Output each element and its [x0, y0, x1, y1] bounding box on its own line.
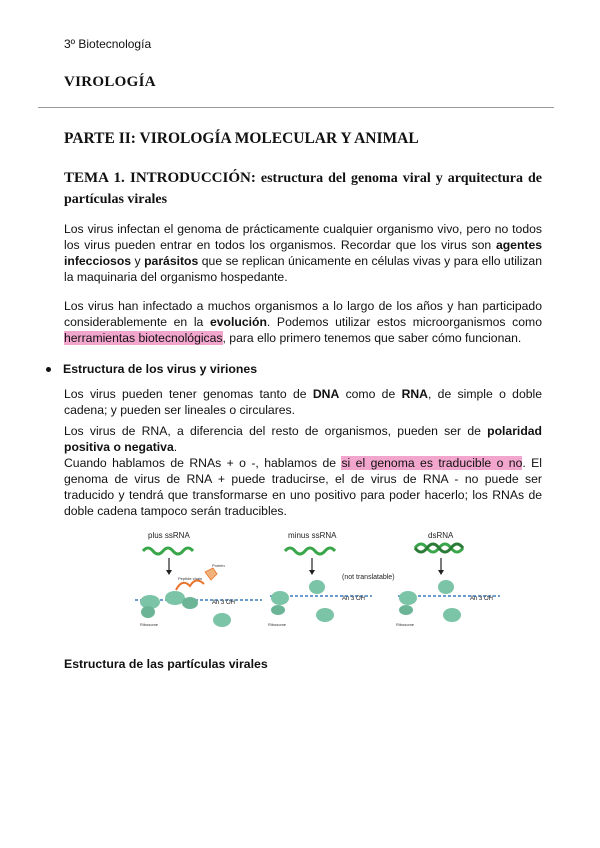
text-run: . — [173, 440, 178, 454]
text-run: Cuando hablamos de RNAs + o -, hablamos de — [64, 456, 342, 470]
label-not-translatable: (not translatable) — [342, 574, 395, 581]
text-run: , para ello primero tenemos que saber cómo funcionan. — [222, 331, 522, 345]
bold-term-dna: DNA — [312, 387, 340, 401]
text-run: Los virus han infectado a muchos organismos a lo largo de los años y han participado considerablemente en la — [64, 299, 542, 329]
highlight-traducible: si el genoma es traducible o no — [341, 456, 523, 470]
label-ribosome: Ribosome — [396, 622, 415, 627]
bullet-dot — [46, 367, 51, 372]
bold-term-polaridad: polaridad positiva o negativa — [64, 424, 542, 454]
text-run: y — [131, 254, 145, 268]
arrow-down-icon — [438, 570, 444, 575]
ribosome-icon — [213, 613, 231, 627]
label-an-3oh: An 3 OH — [212, 600, 236, 606]
label-protein: Protein — [212, 563, 225, 568]
section-heading-particulas: Estructura de las partículas virales — [64, 657, 268, 671]
tema-subtitle: estructura del genoma viral y arquitectura de partículas virales — [64, 171, 543, 207]
header-divider — [38, 107, 554, 108]
bold-term-parasitos: parásitos — [144, 254, 199, 268]
text-run: . El genoma de virus de RNA + puede traducirse, el de virus de RNA - no puede ser traducido y tendrá que transformarse en uno positivo para poder hacerlo; los RNAs de doble cadena tampoco serán traducibles. — [64, 456, 543, 518]
label-an-3oh: An 3 OH — [342, 596, 366, 602]
ribosome-icon — [141, 606, 155, 618]
text-run: como de — [339, 387, 402, 401]
label-ribosome: Ribosome — [140, 622, 159, 627]
text-run: Los virus de RNA, a diferencia del resto de organismos, pueden ser de — [64, 424, 488, 438]
label-dsrna: dsRNA — [428, 531, 454, 540]
text-run: que se replican únicamente en células vivas y para ello utilizan la maquinaria del organismo hospedante. — [64, 254, 542, 284]
bullet-heading-text: Estructura de los virus y viriones — [63, 362, 258, 376]
ribosome-icon — [182, 597, 198, 609]
intro-paragraph-1 — [64, 221, 542, 285]
bold-term-evolucion: evolución — [210, 315, 267, 329]
peptide-chain-icon — [176, 580, 204, 590]
text-run: Los virus pueden tener genomas tanto de — [64, 387, 313, 401]
intro-paragraph-2 — [64, 298, 542, 346]
ribosome-icon — [438, 580, 454, 594]
bold-term-agentes-infecciosos: agentes infecciosos — [64, 238, 542, 268]
bullet-paragraph-2 — [64, 423, 542, 519]
course-label: 3º Biotecnología — [64, 37, 152, 51]
bold-term-rna: RNA — [401, 387, 428, 401]
text-run: . Podemos utilizar estos microorganismos como — [266, 315, 542, 329]
ribosome-icon — [316, 608, 334, 622]
rna-translation-figure — [0, 520, 600, 648]
ribosome-icon — [443, 608, 461, 622]
arrow-down-icon — [166, 570, 172, 575]
text-run: , de simple o doble cadena; y pueden ser lineales o circulares. — [64, 387, 542, 417]
subject-title: VIROLOGÍA — [64, 74, 156, 90]
plus-rna-strand — [143, 548, 193, 554]
bullet-heading — [46, 362, 257, 376]
part-title: PARTE II: VIROLOGÍA MOLECULAR Y ANIMAL — [64, 130, 419, 147]
minus-rna-strand — [285, 548, 335, 554]
bullet-paragraph-1 — [64, 386, 542, 418]
tema-title — [64, 168, 542, 210]
tema-number: TEMA 1. INTRODUCCIÓN: — [64, 170, 256, 186]
arrow-down-icon — [309, 570, 315, 575]
ribosome-icon — [165, 591, 185, 605]
label-an-3oh: An 3 OH — [470, 596, 494, 602]
label-ribosome: Ribosome — [268, 622, 287, 627]
label-peptide: Peptide chain — [178, 576, 203, 581]
ribosome-icon — [309, 580, 325, 594]
ribosome-icon — [399, 591, 417, 605]
highlight-herramientas: herramientas biotecnológicas — [64, 331, 223, 345]
label-plus-ssrna: plus ssRNA — [148, 531, 190, 540]
ribosome-icon — [271, 591, 289, 605]
ribosome-icon — [271, 605, 285, 615]
text-run: Los virus infectan el genoma de prácticamente cualquier organismo vivo, pero no todos los virus pueden entrar en todos los organismos. Recordar que los virus son — [64, 222, 542, 252]
label-minus-ssrna: minus ssRNA — [288, 531, 337, 540]
ribosome-icon — [399, 605, 413, 615]
protein-icon — [205, 568, 217, 580]
